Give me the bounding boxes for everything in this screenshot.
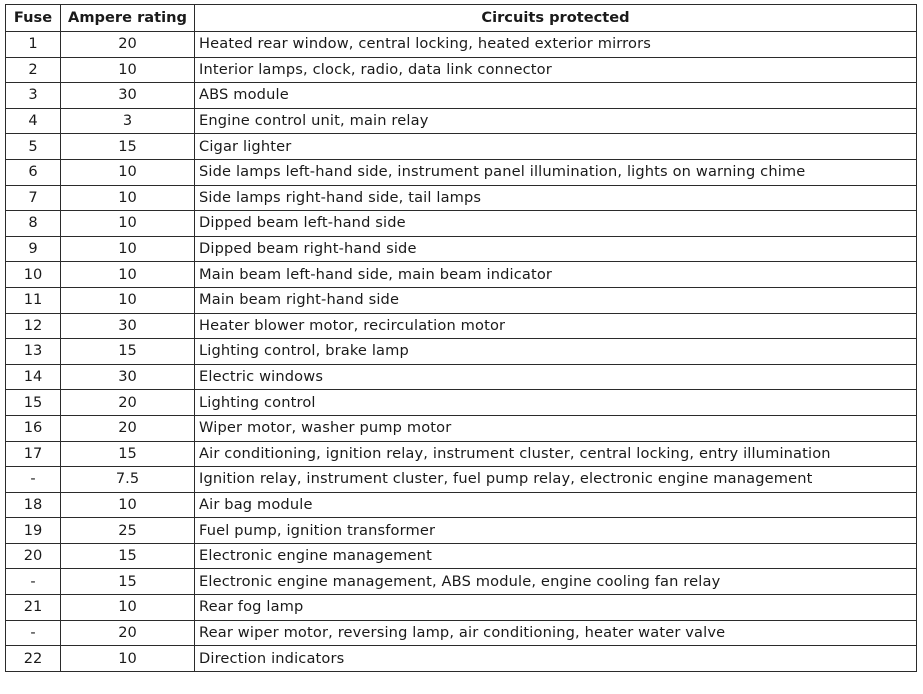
circuits-cell: Engine control unit, main relay <box>195 108 917 134</box>
circuits-cell: Ignition relay, instrument cluster, fuel pump relay, electronic engine management <box>195 467 917 493</box>
fuse-cell: 13 <box>6 339 61 365</box>
ampere-cell: 10 <box>61 57 195 83</box>
table-row <box>6 390 917 416</box>
header-row <box>6 5 917 32</box>
fuse-cell: 17 <box>6 441 61 467</box>
table-row <box>6 185 917 211</box>
ampere-cell: 25 <box>61 518 195 544</box>
circuits-cell: Interior lamps, clock, radio, data link connector <box>195 57 917 83</box>
header-fuse: Fuse <box>6 5 61 32</box>
fuse-cell: - <box>6 620 61 646</box>
fuse-cell: 5 <box>6 134 61 160</box>
fuse-cell: 7 <box>6 185 61 211</box>
circuits-cell: Electric windows <box>195 364 917 390</box>
fuse-cell: 16 <box>6 415 61 441</box>
circuits-cell: Electronic engine management <box>195 543 917 569</box>
ampere-cell: 20 <box>61 620 195 646</box>
table-row <box>6 569 917 595</box>
ampere-cell: 10 <box>61 287 195 313</box>
ampere-cell: 10 <box>61 211 195 237</box>
ampere-cell: 10 <box>61 595 195 621</box>
fuse-cell: 15 <box>6 390 61 416</box>
table-row <box>6 364 917 390</box>
fuse-cell: 19 <box>6 518 61 544</box>
fuse-cell: - <box>6 569 61 595</box>
table-row <box>6 492 917 518</box>
table-header <box>6 5 917 32</box>
circuits-cell: Main beam right-hand side <box>195 287 917 313</box>
fuse-cell: - <box>6 467 61 493</box>
ampere-cell: 15 <box>61 569 195 595</box>
circuits-cell: Lighting control <box>195 390 917 416</box>
ampere-cell: 15 <box>61 441 195 467</box>
table-row <box>6 620 917 646</box>
fuse-cell: 12 <box>6 313 61 339</box>
table-row <box>6 211 917 237</box>
table-row <box>6 646 917 672</box>
fuse-cell: 14 <box>6 364 61 390</box>
fuse-cell: 8 <box>6 211 61 237</box>
table-row <box>6 518 917 544</box>
table-row <box>6 313 917 339</box>
fuse-cell: 2 <box>6 57 61 83</box>
ampere-cell: 10 <box>61 646 195 672</box>
fuse-cell: 4 <box>6 108 61 134</box>
circuits-cell: Air bag module <box>195 492 917 518</box>
circuits-cell: Direction indicators <box>195 646 917 672</box>
header-circuits-protected: Circuits protected <box>195 5 917 32</box>
circuits-cell: Side lamps right-hand side, tail lamps <box>195 185 917 211</box>
ampere-cell: 30 <box>61 364 195 390</box>
table-row <box>6 262 917 288</box>
circuits-cell: Fuel pump, ignition transformer <box>195 518 917 544</box>
ampere-cell: 3 <box>61 108 195 134</box>
fuse-cell: 18 <box>6 492 61 518</box>
ampere-cell: 10 <box>61 185 195 211</box>
header-ampere-rating: Ampere rating <box>61 5 195 32</box>
table-row <box>6 108 917 134</box>
ampere-cell: 15 <box>61 543 195 569</box>
table-row <box>6 415 917 441</box>
table-row <box>6 595 917 621</box>
circuits-cell: Lighting control, brake lamp <box>195 339 917 365</box>
fuse-cell: 3 <box>6 83 61 109</box>
fuse-cell: 22 <box>6 646 61 672</box>
circuits-cell: Cigar lighter <box>195 134 917 160</box>
table-body <box>6 32 917 672</box>
ampere-cell: 20 <box>61 415 195 441</box>
table-row <box>6 339 917 365</box>
fuse-cell: 11 <box>6 287 61 313</box>
table-row <box>6 543 917 569</box>
circuits-cell: Main beam left-hand side, main beam indicator <box>195 262 917 288</box>
table-row <box>6 287 917 313</box>
circuits-cell: Wiper motor, washer pump motor <box>195 415 917 441</box>
ampere-cell: 15 <box>61 339 195 365</box>
circuits-cell: Dipped beam right-hand side <box>195 236 917 262</box>
fuse-table-container <box>5 4 917 672</box>
ampere-cell: 30 <box>61 313 195 339</box>
fuse-cell: 1 <box>6 32 61 58</box>
table-row <box>6 467 917 493</box>
ampere-cell: 20 <box>61 32 195 58</box>
fuse-cell: 21 <box>6 595 61 621</box>
table-row <box>6 83 917 109</box>
ampere-cell: 10 <box>61 262 195 288</box>
table-row <box>6 32 917 58</box>
circuits-cell: Rear fog lamp <box>195 595 917 621</box>
circuits-cell: Rear wiper motor, reversing lamp, air conditioning, heater water valve <box>195 620 917 646</box>
ampere-cell: 10 <box>61 236 195 262</box>
ampere-cell: 30 <box>61 83 195 109</box>
ampere-cell: 10 <box>61 492 195 518</box>
fuse-cell: 10 <box>6 262 61 288</box>
table-row <box>6 159 917 185</box>
fuse-cell: 20 <box>6 543 61 569</box>
table-row <box>6 236 917 262</box>
circuits-cell: Heated rear window, central locking, heated exterior mirrors <box>195 32 917 58</box>
circuits-cell: Dipped beam left-hand side <box>195 211 917 237</box>
fuse-table <box>5 4 917 672</box>
table-row <box>6 57 917 83</box>
table-row <box>6 134 917 160</box>
circuits-cell: Side lamps left-hand side, instrument panel illumination, lights on warning chime <box>195 159 917 185</box>
fuse-cell: 9 <box>6 236 61 262</box>
fuse-cell: 6 <box>6 159 61 185</box>
circuits-cell: Air conditioning, ignition relay, instrument cluster, central locking, entry illumination <box>195 441 917 467</box>
circuits-cell: Electronic engine management, ABS module, engine cooling fan relay <box>195 569 917 595</box>
ampere-cell: 7.5 <box>61 467 195 493</box>
ampere-cell: 15 <box>61 134 195 160</box>
circuits-cell: Heater blower motor, recirculation motor <box>195 313 917 339</box>
ampere-cell: 20 <box>61 390 195 416</box>
ampere-cell: 10 <box>61 159 195 185</box>
table-row <box>6 441 917 467</box>
circuits-cell: ABS module <box>195 83 917 109</box>
